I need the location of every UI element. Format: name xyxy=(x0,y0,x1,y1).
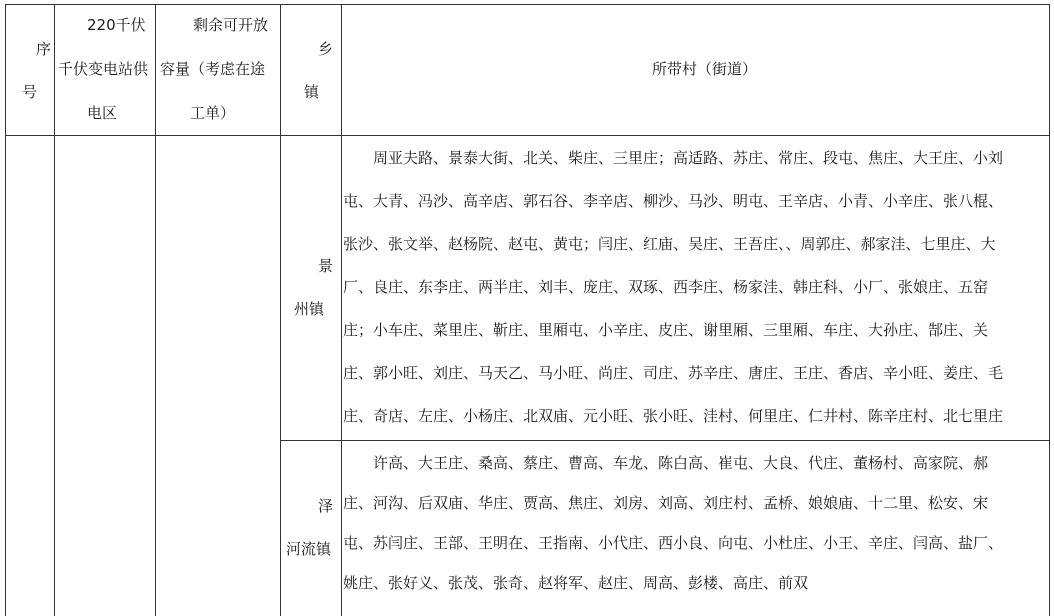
header-substation-line1: 220千伏 xyxy=(87,16,146,34)
column-divider xyxy=(341,4,342,616)
row1-town-line1: 景 xyxy=(318,257,334,275)
row2-villages xyxy=(343,443,1003,603)
table-border-top xyxy=(5,4,1050,5)
row1-villages-line: 张沙、张文举、赵杨院、赵屯、黄屯；闫庄、红庙、吴庄、王吾庄、、周郭庄、郝家洼、七里庄、大 xyxy=(343,235,996,253)
header-town-line2: 镇 xyxy=(304,83,320,101)
row2-villages-line: 许高、大王庄、桑高、蔡庄、曹高、车龙、陈白高、崔屯、大良、代庄、董杨村、高家院、郝 xyxy=(373,454,989,472)
table-border-right xyxy=(1049,4,1050,616)
row2-villages-line: 屯、苏闫庄、王部、王明在、王指南、小代庄、西小良、向屯、小杜庄、小王、辛庄、闫高、盐厂、 xyxy=(343,534,1004,552)
header-capacity-line3: 工单） xyxy=(190,104,236,122)
header-capacity-line2: 容量（考虑在途 xyxy=(160,60,266,78)
row2-villages-line: 庄、河沟、后双庙、华庄、贾高、焦庄、刘房、刘高、刘庄村、孟桥、娘娘庙、十二里、松安、宋 xyxy=(343,494,989,512)
row1-villages-line: 庄、奇店、左庄、小杨庄、北双庙、元小旺、张小旺、洼村、何里庄、仁井村、陈辛庄村、北七里庄 xyxy=(343,407,1004,425)
row1-town-line2: 州镇 xyxy=(294,300,325,318)
header-seq-line1: 序 xyxy=(36,40,52,58)
header-divider xyxy=(5,135,1050,136)
column-divider xyxy=(54,4,55,616)
header-town-line1: 乡 xyxy=(318,40,334,58)
column-divider xyxy=(155,4,156,616)
row1-villages-line: 周亚夫路、景泰大街、北关、柴庄、三里庄；高适路、苏庄、常庄、段屯、焦庄、大王庄、小刘 xyxy=(373,149,1004,167)
row1-villages-line: 庄；小车庄、菜里庄、靳庄、里厢屯、小辛庄、皮庄、谢里厢、三里厢、车庄、大孙庄、郜庄、关 xyxy=(343,321,989,339)
row2-town-line2: 河流镇 xyxy=(286,540,332,558)
header-seq-line2: 号 xyxy=(22,83,38,101)
column-divider xyxy=(280,4,281,616)
row2-villages-line: 姚庄、张好义、张茂、张奇、赵将军、赵庄、周高、彭楼、高庄、前双 xyxy=(343,574,809,592)
row1-villages-line: 庄、郭小旺、刘庄、马天乙、马小旺、尚庄、司庄、苏辛庄、唐庄、王庄、香店、辛小旺、姜庄、毛 xyxy=(343,364,1004,382)
row1-villages-line: 屯、大青、冯沙、高辛店、郭石谷、李辛店、柳沙、马沙、明屯、王辛店、小青、小辛庄、张八棍、 xyxy=(343,192,1004,210)
row2-town-line1: 泽 xyxy=(318,497,334,515)
row-divider xyxy=(280,440,1050,441)
header-substation-line2: 千伏变电站供 xyxy=(58,60,149,78)
row1-villages xyxy=(343,137,1003,438)
row1-villages-line: 厂、良庄、东李庄、两半庄、刘丰、庞庄、双琢、西李庄、杨家洼、韩庄科、小厂、张娘庄、五窑 xyxy=(343,278,989,296)
header-villages: 所带村（街道） xyxy=(652,60,758,78)
header-substation-line3: 电区 xyxy=(87,104,118,122)
header-capacity-line1: 剩余可开放 xyxy=(193,16,269,34)
table-border-left xyxy=(5,4,6,616)
